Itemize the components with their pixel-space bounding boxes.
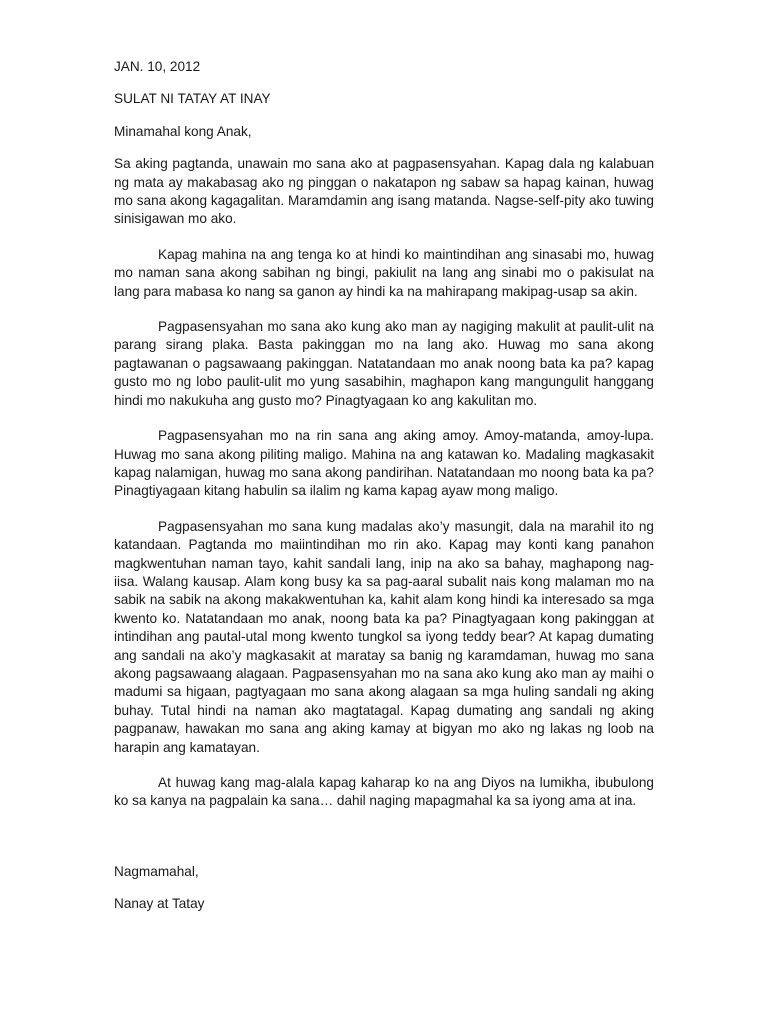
letter-salutation: Minamahal kong Anak, [114,123,252,139]
letter-date: JAN. 10, 2012 [114,59,201,74]
letter-paragraph: Kapag mahina na ang tenga ko at hindi ko maintindihan ang sinasabi mo, huwag mo naman sana akong sabihan ng bingi, pakiulit na lang ang sinabi mo o pakisulat na lang para mabasa ko nang sa ganon ay hindi ka na mahirapang makipag-usap sa akin. [114,246,654,299]
letter-paragraph: Sa aking pagtanda, unawain mo sana ako at pagpasensyahan. Kapag dala ng kalabuan ng mata ay makabasag ako ng pinggan o nakatapon ng sabaw sa hapag kainan, huwag mo sana akong kagagalitan. Maramdamin ang isang matanda. Nagse-self-pity ako tuwing sinisigawan mo ako. [114,156,654,227]
letter-closing: Nagmamahal, [114,863,199,879]
letter-paragraph: Pagpasensyahan mo sana kung madalas ako’y masungit, dala na marahil ito ng katandaan. Pagtanda mo maiintindihan mo rin ako. Kapag may konti kang panahon magkwentuhan naman tayo, kahit sandali lang, inip na ako sa bahay, maghapong nag-iisa. Walang kausap. Alam kong busy ka sa pag-aaral subalit nais kong malaman mo na sabik na sabik na akong makakwentuhan ka, kahit alam kong hindi ka interesado sa mga kwento ko. Natatandaan mo anak, noong bata ka pa? Pinagtyagaan kong pakinggan at intindihan ang pautal-utal mong kwento tungkol sa iyong teddy bear? At kapag dumating ang sandali na ako’y magkasakit at maratay sa banig ng karamdaman, huwag mo sana akong pagsawaang alagaan. Pagpasensyahan mo na sana ako kung ako man ay maihi o madumi sa higaan, pagtyagaan mo sana akong alagaan sa mga huling sandali ng aking buhay. Tutal hindi na naman ako magtatagal. Kapag dumating ang sandali ng aking pagpanaw, hawakan mo sana ang aking kamay at bigyan mo ako ng lakas ng loob na harapin ang kamatayan. [114,518,654,755]
letter-paragraph: Pagpasensyahan mo na rin sana ang aking amoy. Amoy-matanda, amoy-lupa. Huwag mo sana akong piliting maligo. Mahina na ang katawan ko. Madaling magkasakit kapag nalamigan, huwag mo sana akong pandirihan. Natatandaan mo noong bata ka pa? Pinagtiyagaan kitang habulin sa ilalim ng kama kapag ayaw mong maligo. [114,428,654,499]
letter-signature: Nanay at Tatay [114,896,205,912]
letter [114,58,654,914]
letter-paragraph: Pagpasensyahan mo sana ako kung ako man ay nagiging makulit at paulit-ulit na parang sirang plaka. Basta pakinggan mo na lang ako. Huwag mo sana akong pagtawanan o pagsawaang pakinggan. Natatandaan mo anak noong bata ka pa? kapag gusto mo ng lobo paulit-ulit mo yung sasabihin, maghapon kang mangungulit hanggang hindi mo nakukuha ang gusto mo? Pinagtyagaan ko ang kakulitan mo. [114,319,654,408]
letter-paragraph: At huwag kang mag-alala kapag kaharap ko na ang Diyos na lumikha, ibubulong ko sa kanya na pagpalain ka sana… dahil naging mapagmahal ka sa iyong ama at ina. [114,775,654,809]
letter-title: SULAT NI TATAY AT INAY [114,91,271,107]
